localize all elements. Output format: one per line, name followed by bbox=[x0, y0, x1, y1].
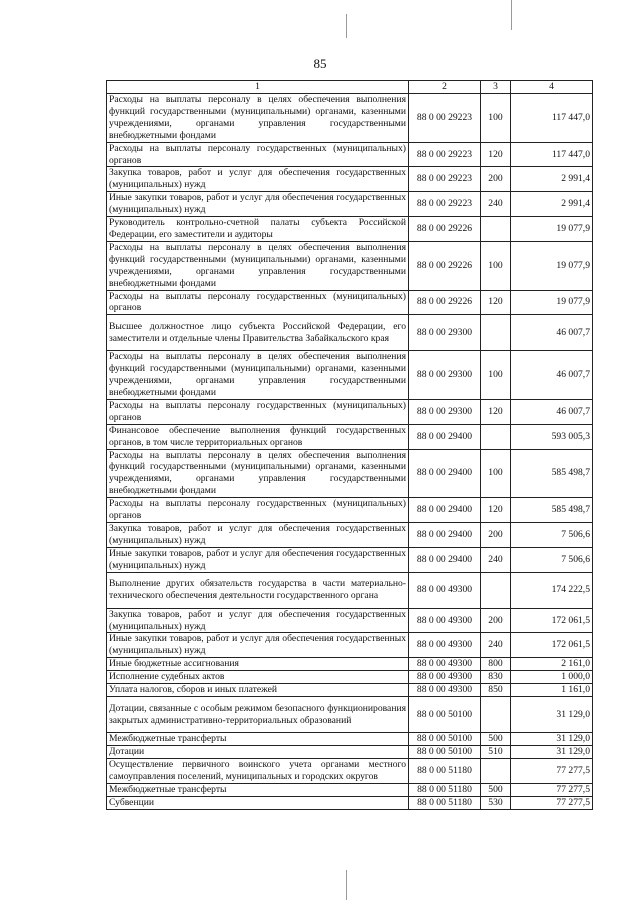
amount-cell: 593 005,3 bbox=[511, 424, 593, 449]
expense-type-cell: 200 bbox=[481, 167, 511, 192]
table-row bbox=[107, 746, 593, 759]
target-code-cell: 88 0 00 51180 bbox=[409, 759, 481, 784]
expense-name-cell: Расходы на выплаты персоналу государственных (муниципальных) органов bbox=[107, 290, 409, 315]
header-cell: 3 bbox=[481, 81, 511, 94]
target-code-cell: 88 0 00 29300 bbox=[409, 315, 481, 351]
amount-cell: 117 447,0 bbox=[511, 94, 593, 143]
target-code-cell: 88 0 00 51180 bbox=[409, 797, 481, 810]
header-cell: 4 bbox=[511, 81, 593, 94]
expense-name-cell: Выполнение других обязательств государства в части материально-технического обеспечения деятельности государственного органа bbox=[107, 572, 409, 608]
table-header-row bbox=[107, 81, 593, 94]
expense-name-cell: Исполнение судебных актов bbox=[107, 671, 409, 684]
budget-table bbox=[106, 80, 593, 810]
header-cell: 2 bbox=[409, 81, 481, 94]
scan-mark-right bbox=[511, 0, 512, 30]
amount-cell: 19 077,9 bbox=[511, 217, 593, 242]
amount-cell: 117 447,0 bbox=[511, 142, 593, 167]
target-code-cell: 88 0 00 49300 bbox=[409, 608, 481, 633]
amount-cell: 19 077,9 bbox=[511, 290, 593, 315]
expense-type-cell: 120 bbox=[481, 290, 511, 315]
target-code-cell: 88 0 00 49300 bbox=[409, 572, 481, 608]
target-code-cell: 88 0 00 29400 bbox=[409, 498, 481, 523]
table-row bbox=[107, 449, 593, 498]
table-row bbox=[107, 290, 593, 315]
amount-cell: 19 077,9 bbox=[511, 241, 593, 290]
target-code-cell: 88 0 00 29400 bbox=[409, 449, 481, 498]
expense-type-cell bbox=[481, 424, 511, 449]
expense-name-cell: Расходы на выплаты персоналу государственных (муниципальных) органов bbox=[107, 142, 409, 167]
target-code-cell: 88 0 00 50100 bbox=[409, 746, 481, 759]
expense-name-cell: Расходы на выплаты персоналу государственных (муниципальных) органов bbox=[107, 399, 409, 424]
amount-cell: 585 498,7 bbox=[511, 449, 593, 498]
expense-name-cell: Закупка товаров, работ и услуг для обеспечения государственных (муниципальных) нужд bbox=[107, 167, 409, 192]
page-number: 85 bbox=[313, 56, 327, 71]
amount-cell: 31 129,0 bbox=[511, 697, 593, 733]
expense-name-cell: Межбюджетные трансферты bbox=[107, 733, 409, 746]
expense-type-cell: 800 bbox=[481, 658, 511, 671]
target-code-cell: 88 0 00 29226 bbox=[409, 290, 481, 315]
expense-type-cell: 240 bbox=[481, 192, 511, 217]
table-row bbox=[107, 759, 593, 784]
expense-name-cell: Иные бюджетные ассигнования bbox=[107, 658, 409, 671]
header-cell: 1 bbox=[107, 81, 409, 94]
target-code-cell: 88 0 00 29300 bbox=[409, 351, 481, 400]
table-row bbox=[107, 733, 593, 746]
expense-type-cell: 100 bbox=[481, 351, 511, 400]
target-code-cell: 88 0 00 29400 bbox=[409, 547, 481, 572]
amount-cell: 172 061,5 bbox=[511, 633, 593, 658]
table-row bbox=[107, 784, 593, 797]
table-row bbox=[107, 142, 593, 167]
table-row bbox=[107, 424, 593, 449]
amount-cell: 46 007,7 bbox=[511, 351, 593, 400]
amount-cell: 1 000,0 bbox=[511, 671, 593, 684]
table-row bbox=[107, 192, 593, 217]
amount-cell: 7 506,6 bbox=[511, 547, 593, 572]
expense-name-cell: Осуществление первичного воинского учета органами местного самоуправления поселений, муниципальных и городских округов bbox=[107, 759, 409, 784]
scan-mark-top bbox=[346, 14, 347, 38]
table-row bbox=[107, 547, 593, 572]
table-row bbox=[107, 697, 593, 733]
target-code-cell: 88 0 00 49300 bbox=[409, 658, 481, 671]
table-row bbox=[107, 217, 593, 242]
table-row bbox=[107, 684, 593, 697]
expense-name-cell: Субвенции bbox=[107, 797, 409, 810]
expense-name-cell: Высшее должностное лицо субъекта Российской Федерации, его заместители и отдельные члены Правительства Забайкальского края bbox=[107, 315, 409, 351]
expense-name-cell: Иные закупки товаров, работ и услуг для обеспечения государственных (муниципальных) нужд bbox=[107, 192, 409, 217]
amount-cell: 1 161,0 bbox=[511, 684, 593, 697]
table-row bbox=[107, 315, 593, 351]
target-code-cell: 88 0 00 29400 bbox=[409, 424, 481, 449]
target-code-cell: 88 0 00 50100 bbox=[409, 733, 481, 746]
amount-cell: 77 277,5 bbox=[511, 784, 593, 797]
table-row bbox=[107, 523, 593, 548]
expense-name-cell: Расходы на выплаты персоналу в целях обеспечения выполнения функций государственными (муниципальными) органами, казенными учреждениями, органами управления государственными внебюджетными фондами bbox=[107, 94, 409, 143]
expense-type-cell bbox=[481, 759, 511, 784]
expense-name-cell: Уплата налогов, сборов и иных платежей bbox=[107, 684, 409, 697]
expense-type-cell bbox=[481, 572, 511, 608]
expense-type-cell: 530 bbox=[481, 797, 511, 810]
target-code-cell: 88 0 00 29300 bbox=[409, 399, 481, 424]
expense-name-cell: Финансовое обеспечение выполнения функций государственных органов, в том числе территориальных органов bbox=[107, 424, 409, 449]
target-code-cell: 88 0 00 29226 bbox=[409, 241, 481, 290]
expense-type-cell: 850 bbox=[481, 684, 511, 697]
scan-mark-bottom bbox=[346, 870, 347, 900]
expense-name-cell: Закупка товаров, работ и услуг для обеспечения государственных (муниципальных) нужд bbox=[107, 608, 409, 633]
expense-name-cell: Расходы на выплаты персоналу в целях обеспечения выполнения функций государственными (муниципальными) органами, казенными учреждениями, органами управления государственными внебюджетными фондами bbox=[107, 241, 409, 290]
amount-cell: 46 007,7 bbox=[511, 315, 593, 351]
amount-cell: 46 007,7 bbox=[511, 399, 593, 424]
expense-type-cell bbox=[481, 217, 511, 242]
target-code-cell: 88 0 00 29226 bbox=[409, 217, 481, 242]
target-code-cell: 88 0 00 29223 bbox=[409, 94, 481, 143]
expense-type-cell: 240 bbox=[481, 547, 511, 572]
amount-cell: 31 129,0 bbox=[511, 733, 593, 746]
expense-type-cell: 510 bbox=[481, 746, 511, 759]
expense-name-cell: Закупка товаров, работ и услуг для обеспечения государственных (муниципальных) нужд bbox=[107, 523, 409, 548]
amount-cell: 172 061,5 bbox=[511, 608, 593, 633]
expense-type-cell: 200 bbox=[481, 608, 511, 633]
expense-type-cell: 100 bbox=[481, 449, 511, 498]
expense-name-cell: Дотации, связанные с особым режимом безопасного функционирования закрытых административно-территориальных образований bbox=[107, 697, 409, 733]
expense-name-cell: Дотации bbox=[107, 746, 409, 759]
table-row bbox=[107, 167, 593, 192]
expense-type-cell: 200 bbox=[481, 523, 511, 548]
expense-name-cell: Расходы на выплаты персоналу в целях обеспечения выполнения функций государственными (муниципальными) органами, казенными учреждениями, органами управления государственными внебюджетными фондами bbox=[107, 351, 409, 400]
table-row bbox=[107, 572, 593, 608]
target-code-cell: 88 0 00 49300 bbox=[409, 671, 481, 684]
target-code-cell: 88 0 00 29223 bbox=[409, 167, 481, 192]
table-row bbox=[107, 797, 593, 810]
expense-name-cell: Расходы на выплаты персоналу государственных (муниципальных) органов bbox=[107, 498, 409, 523]
expense-type-cell: 240 bbox=[481, 633, 511, 658]
amount-cell: 77 277,5 bbox=[511, 797, 593, 810]
amount-cell: 31 129,0 bbox=[511, 746, 593, 759]
target-code-cell: 88 0 00 51180 bbox=[409, 784, 481, 797]
expense-type-cell: 500 bbox=[481, 784, 511, 797]
amount-cell: 77 277,5 bbox=[511, 759, 593, 784]
target-code-cell: 88 0 00 29223 bbox=[409, 142, 481, 167]
target-code-cell: 88 0 00 49300 bbox=[409, 684, 481, 697]
expense-type-cell: 120 bbox=[481, 142, 511, 167]
amount-cell: 2 991,4 bbox=[511, 167, 593, 192]
amount-cell: 585 498,7 bbox=[511, 498, 593, 523]
expense-name-cell: Иные закупки товаров, работ и услуг для обеспечения государственных (муниципальных) нужд bbox=[107, 633, 409, 658]
amount-cell: 174 222,5 bbox=[511, 572, 593, 608]
expense-name-cell: Расходы на выплаты персоналу в целях обеспечения выполнения функций государственными (муниципальными) органами, казенными учреждениями, органами управления государственными внебюджетными фондами bbox=[107, 449, 409, 498]
table-row bbox=[107, 399, 593, 424]
table-row bbox=[107, 658, 593, 671]
table-row bbox=[107, 608, 593, 633]
expense-name-cell: Руководитель контрольно-счетной палаты субъекта Российской Федерации, его заместители и аудиторы bbox=[107, 217, 409, 242]
amount-cell: 7 506,6 bbox=[511, 523, 593, 548]
table-row bbox=[107, 671, 593, 684]
expense-type-cell bbox=[481, 315, 511, 351]
expense-type-cell: 100 bbox=[481, 241, 511, 290]
table-row bbox=[107, 94, 593, 143]
table-row bbox=[107, 351, 593, 400]
expense-type-cell: 500 bbox=[481, 733, 511, 746]
table-row bbox=[107, 498, 593, 523]
target-code-cell: 88 0 00 29400 bbox=[409, 523, 481, 548]
amount-cell: 2 991,4 bbox=[511, 192, 593, 217]
expense-type-cell: 830 bbox=[481, 671, 511, 684]
target-code-cell: 88 0 00 49300 bbox=[409, 633, 481, 658]
expense-name-cell: Иные закупки товаров, работ и услуг для обеспечения государственных (муниципальных) нужд bbox=[107, 547, 409, 572]
target-code-cell: 88 0 00 50100 bbox=[409, 697, 481, 733]
expense-type-cell: 120 bbox=[481, 399, 511, 424]
amount-cell: 2 161,0 bbox=[511, 658, 593, 671]
table-row bbox=[107, 633, 593, 658]
table-row bbox=[107, 241, 593, 290]
target-code-cell: 88 0 00 29223 bbox=[409, 192, 481, 217]
expense-type-cell bbox=[481, 697, 511, 733]
expense-type-cell: 100 bbox=[481, 94, 511, 143]
expense-name-cell: Межбюджетные трансферты bbox=[107, 784, 409, 797]
expense-type-cell: 120 bbox=[481, 498, 511, 523]
